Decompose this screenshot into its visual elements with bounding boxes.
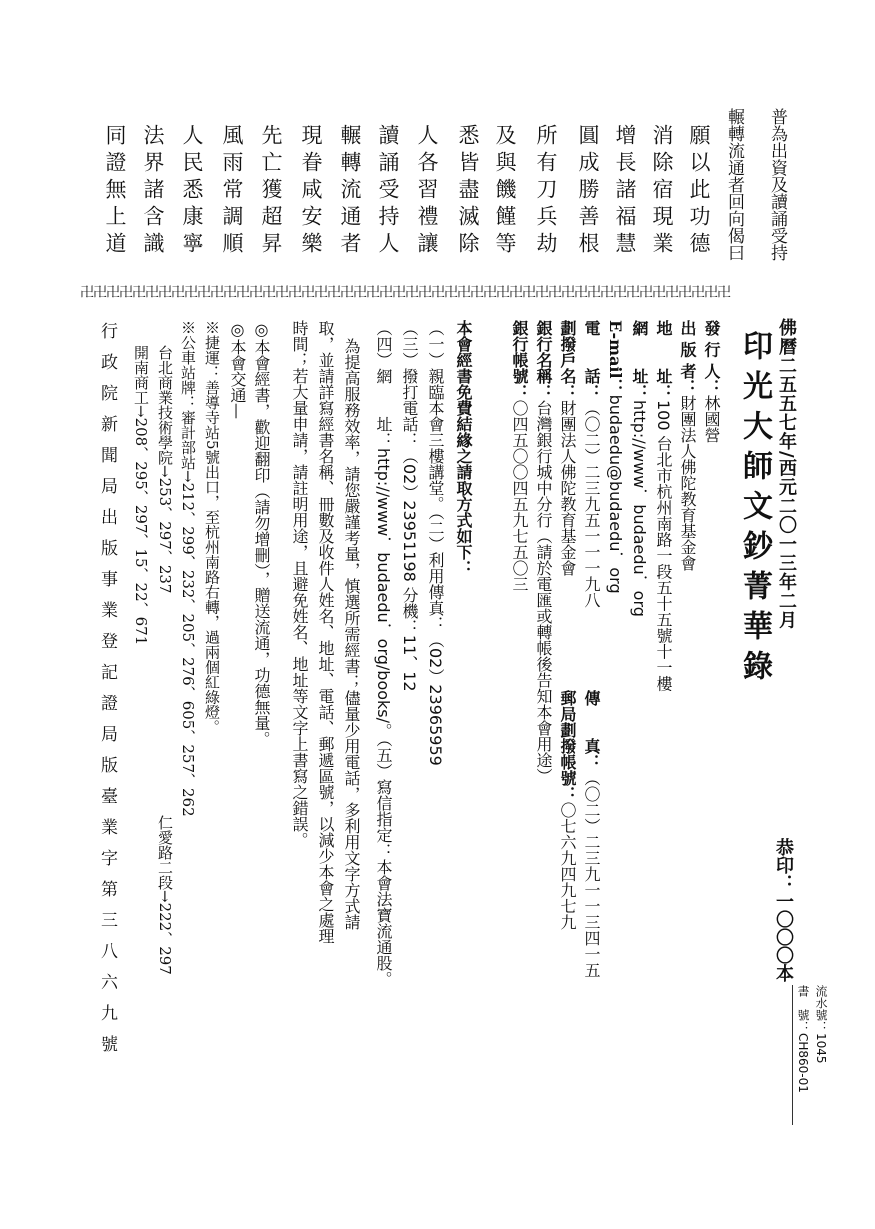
verse-line: 人各習禮讓 xyxy=(415,124,439,259)
web-label: 網 址： xyxy=(630,320,649,400)
request-paragraph-line: 取，並請詳寫經書名稱、冊數及收件人姓名、地址、電話、郵遞區號，以減少本會之處理 xyxy=(316,320,335,944)
fax: （〇二）二三九一一三四一五 xyxy=(582,770,601,978)
swastika-divider: 卍卍卍卍卍卍卍卍卍卍卍卍卍卍卍卍卍卍卍卍卍卍卍卍卍卍卍卍卍卍卍卍卍卍卍卍卍卍卍卍卍卍卍卍卍卍卍卍卍卍 xyxy=(80,285,730,301)
request-method-line: （一）親臨本會三樓講堂。（二）利用傳真：（02）23965959 xyxy=(426,320,445,766)
verse-line: 願以此功德 xyxy=(687,124,711,259)
bank-account-line xyxy=(508,320,531,592)
email-label: E-mail： xyxy=(606,320,625,395)
fax-line xyxy=(580,690,603,978)
bus-note: 仁愛路二段→222、297 xyxy=(156,815,174,975)
verse-line: 消除宿現業 xyxy=(650,124,674,259)
account-name: 財團法人佛陀教育基金會 xyxy=(558,400,577,576)
postal-label: 郵局劃撥帳號： xyxy=(558,690,577,802)
phone-label: 電 話： xyxy=(582,320,601,400)
fax-label: 傳 真： xyxy=(582,690,601,770)
bank: 台灣銀行城中分行（請於電匯或轉帳後告知本會用途） xyxy=(534,400,553,784)
address: 100 台北市杭州南路一段五十五號十一樓 xyxy=(654,400,673,692)
press: 財團法人佛陀教育基金會 xyxy=(678,395,697,572)
verse-line: 增長諸福慧 xyxy=(613,124,637,259)
dedication-heading-1: 普為出資及讀誦受持 xyxy=(767,108,787,261)
verse-line: 同證無上道 xyxy=(103,124,127,259)
press-line xyxy=(676,320,699,571)
verse-line: 讀誦受持人 xyxy=(376,124,400,259)
press-label: 出 版 者： xyxy=(678,320,697,396)
verse-line: 先亡獲超昇 xyxy=(259,124,283,259)
publisher-label: 發 行 人： xyxy=(702,320,721,396)
bank-line xyxy=(532,320,555,784)
registration-line: 行政院新聞局出版事業登記證局版臺業字第三八六九號 xyxy=(97,322,117,1066)
postal-line xyxy=(556,690,579,930)
book-number: 書 號：CH860-01 xyxy=(796,985,810,1093)
book-title: 印光大師文鈔菁華錄 xyxy=(737,330,772,690)
bank-label: 銀行名稱： xyxy=(534,320,553,400)
transport-heading: ◎本會交通— xyxy=(228,320,247,419)
verse-line: 現眷咸安樂 xyxy=(299,124,323,259)
reprint-note: ◎本會經書，歡迎翻印（請勿增刪），贈送流通，功德無量。 xyxy=(252,320,271,747)
phone-line xyxy=(580,320,603,608)
bank-account: 〇四五〇〇四五九七五〇三 xyxy=(510,400,529,592)
phone: （〇二）二三九五一一一九八 xyxy=(582,400,601,608)
dedication-heading-2: 輾轉流通者回向偈曰 xyxy=(724,108,744,261)
print-count: 恭印：一〇〇〇本 xyxy=(773,838,794,982)
verse-line: 悉皆盡滅除 xyxy=(456,124,480,259)
address-line xyxy=(652,320,675,692)
dateline: 佛曆二五五七年/西元二〇一三年二月 xyxy=(776,318,797,630)
postal-account: 〇七六九四九七九 xyxy=(558,802,577,930)
publisher: 林國營 xyxy=(702,395,721,444)
web-link[interactable]: http://www．budaedu．org xyxy=(630,400,649,617)
verse-line: 人民悉康寧 xyxy=(180,124,204,259)
request-heading-text: 本會經書免費結緣之請取方式如下： xyxy=(454,320,473,576)
request-paragraph-line: 為提高服務效率，請您嚴謹考量，慎選所需經書；儘量少用電話，多利用文字方式請 xyxy=(342,338,361,930)
verse-line: 及與饑饉等 xyxy=(493,124,517,259)
bus-note: 台北商業技術學院→253、297、237 xyxy=(156,345,174,594)
request-method-line: （四）網 址：http://www．budaedu．org/books/。（五）寫信指定：本會法寶流通股。 xyxy=(374,320,393,988)
email-line xyxy=(604,320,627,594)
request-method-line: （三）撥打電話：（02）23951198 分機：11、12 xyxy=(400,320,419,692)
publisher-line xyxy=(700,320,723,443)
account-name-line xyxy=(556,320,579,576)
bank-account-label: 銀行帳號： xyxy=(510,320,529,400)
bus-note: 開南商工→208、295、297、15、22、671 xyxy=(132,345,150,646)
verse-line: 法界諸含識 xyxy=(141,124,165,259)
mrt-note: ※捷運：善導寺站5號出口，至杭州南路右轉，過兩個紅綠燈。 xyxy=(203,320,221,735)
serial-number: 流水號：1045 xyxy=(814,985,828,1064)
verse-line: 圓成勝善根 xyxy=(576,124,600,259)
request-paragraph-line: 時間；若大量申請，請註明用途，且避免姓名、地址等文字上書寫之錯誤。 xyxy=(290,320,309,848)
bus-note: ※公車站牌：審計部站→212、299、232、205、276、605、257、262 xyxy=(179,320,197,817)
serial-box xyxy=(792,985,837,1125)
verse-line: 所有刀兵劫 xyxy=(534,124,558,259)
email-link[interactable]: budaedu@budaedu．org xyxy=(606,394,625,594)
account-name-label: 劃撥戶名： xyxy=(558,320,577,400)
request-heading xyxy=(452,320,475,576)
address-label: 地 址： xyxy=(654,320,673,400)
web-line xyxy=(628,320,651,617)
verse-line: 風雨常調順 xyxy=(220,124,244,259)
verse-line: 輾轉流通者 xyxy=(338,124,362,259)
